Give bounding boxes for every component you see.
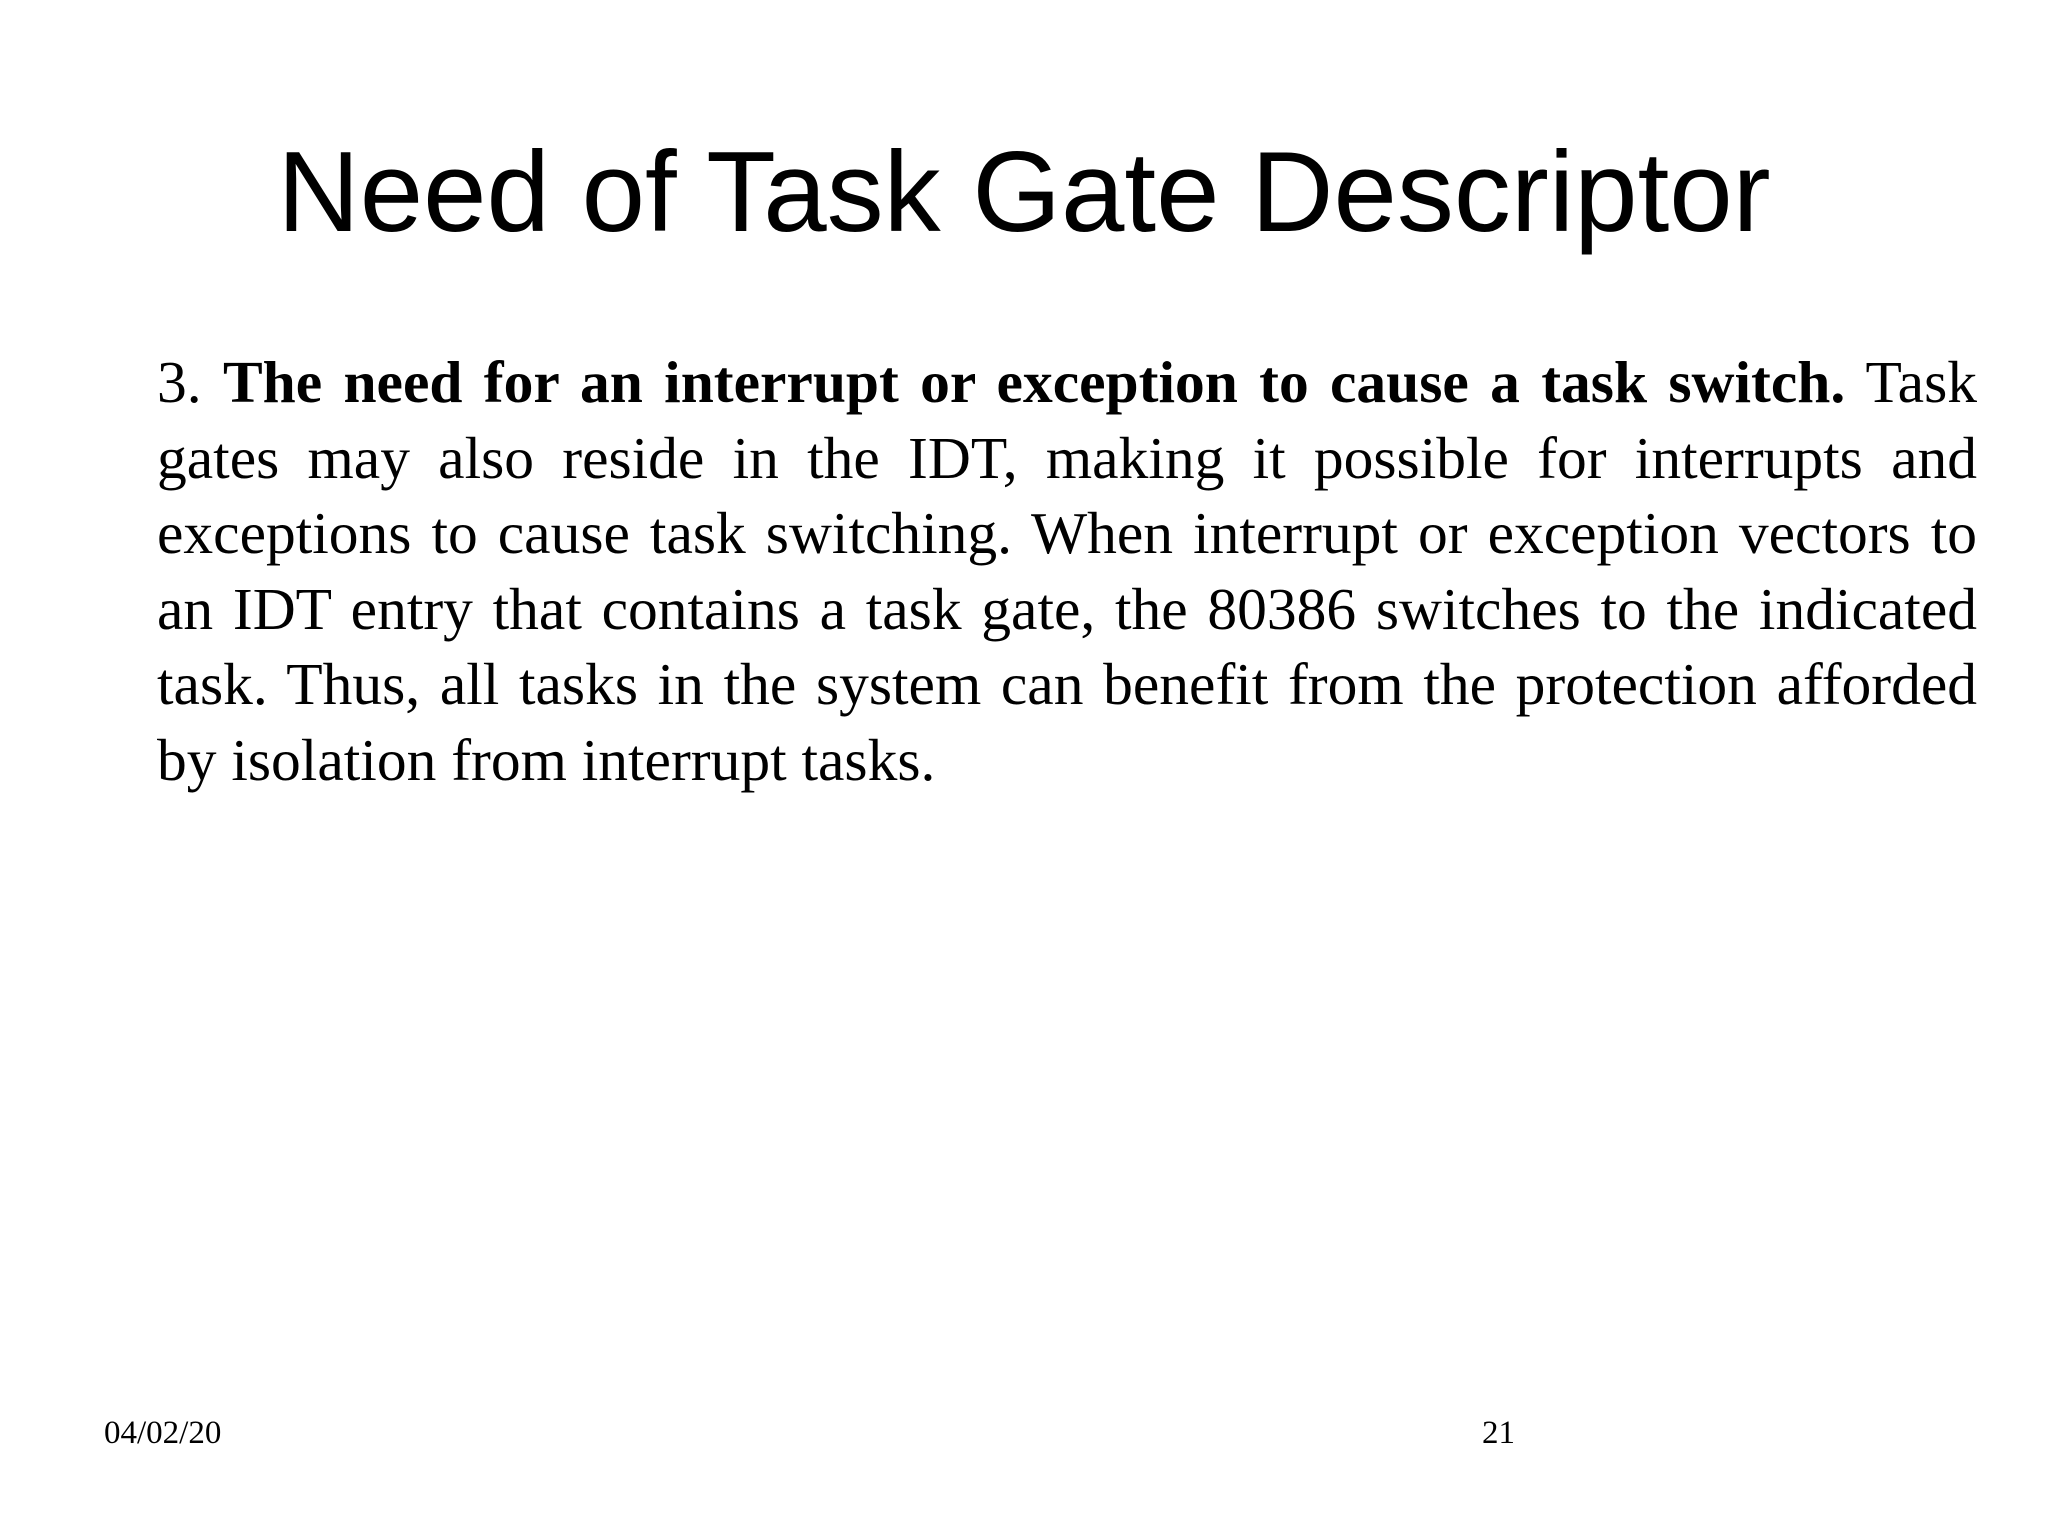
slide-title: Need of Task Gate Descriptor [277, 129, 1771, 256]
item-number: 3. [157, 349, 202, 415]
page-number: 21 [1482, 1415, 1515, 1451]
lead-sentence: The need for an interrupt or exception to cause a task switch. [222, 349, 1846, 415]
body-sentences: Task gates may also reside in the IDT, making it possible for interrupts and exceptions to cause task switching. When interrupt or exception vectors to an IDT entry that contains a task gate, the 80386 switches to the indicated task. Thus, all tasks in the system can benefit from the protection afforded by isolation from interrupt tasks. [157, 349, 1977, 793]
slide-body-paragraph [157, 345, 1977, 799]
footer-date: 04/02/20 [104, 1415, 222, 1451]
